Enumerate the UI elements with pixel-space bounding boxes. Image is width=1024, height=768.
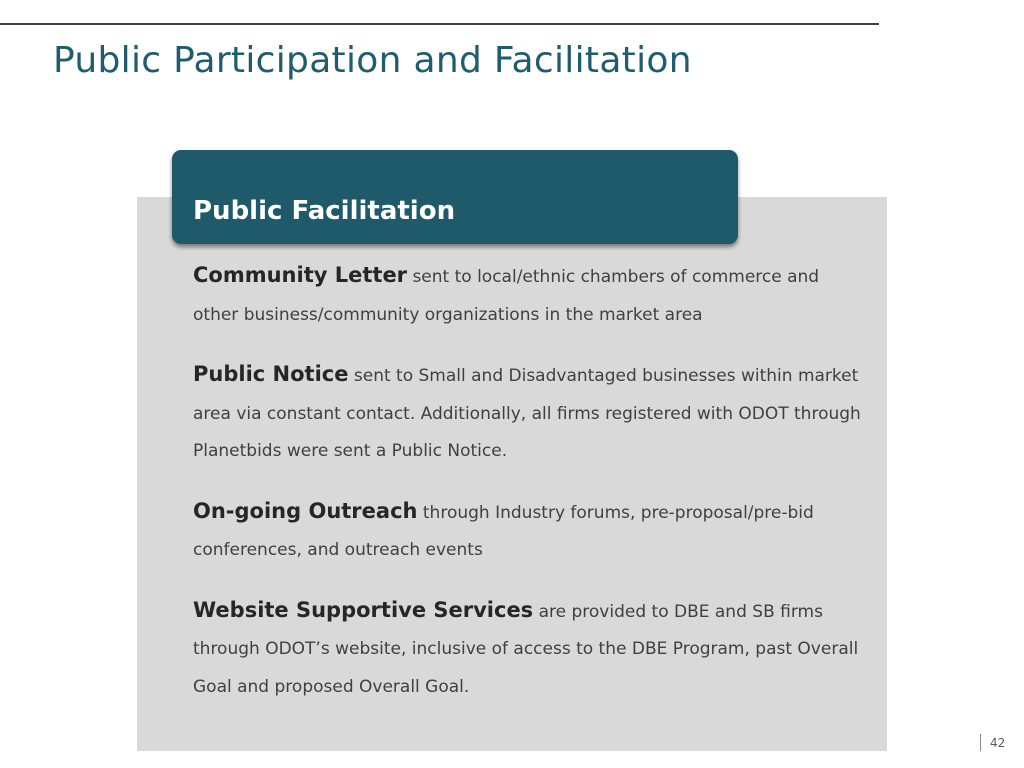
item-description: sent to local/ethnic chambers of commerce and other business/community organizations in the market area: [193, 267, 820, 325]
list-item-website-supportive-services: [193, 592, 861, 707]
page-number-divider: [980, 734, 981, 751]
item-term: Website Supportive Services: [193, 597, 534, 622]
facilitation-list: [193, 257, 861, 728]
list-item-public-notice: [193, 356, 861, 471]
slide-title: Public Participation and Facilitation: [53, 40, 692, 81]
list-item-ongoing-outreach: [193, 493, 861, 570]
section-header-label: Public Facilitation: [193, 196, 456, 226]
item-description: are provided to DBE and SB firms through ODOT’s website, inclusive of access to the DBE Program, past Overall Goal and proposed Overall Goal.: [193, 601, 859, 697]
item-term: On-going Outreach: [193, 498, 418, 523]
item-term: Public Notice: [193, 362, 349, 386]
item-description: sent to Small and Disadvantaged businesses within market area via constant contact. Additionally, all firms registered with ODOT through Planetbids were sent a Public Notice.: [193, 366, 861, 461]
page-number: 42: [990, 736, 1006, 750]
list-item-community-letter: [193, 257, 861, 334]
item-description: through Industry forums, pre-proposal/pre-bid conferences, and outreach events: [193, 502, 814, 560]
item-term: Community Letter: [193, 263, 408, 287]
section-header-bar: [172, 150, 738, 244]
title-divider-line: [0, 23, 879, 25]
